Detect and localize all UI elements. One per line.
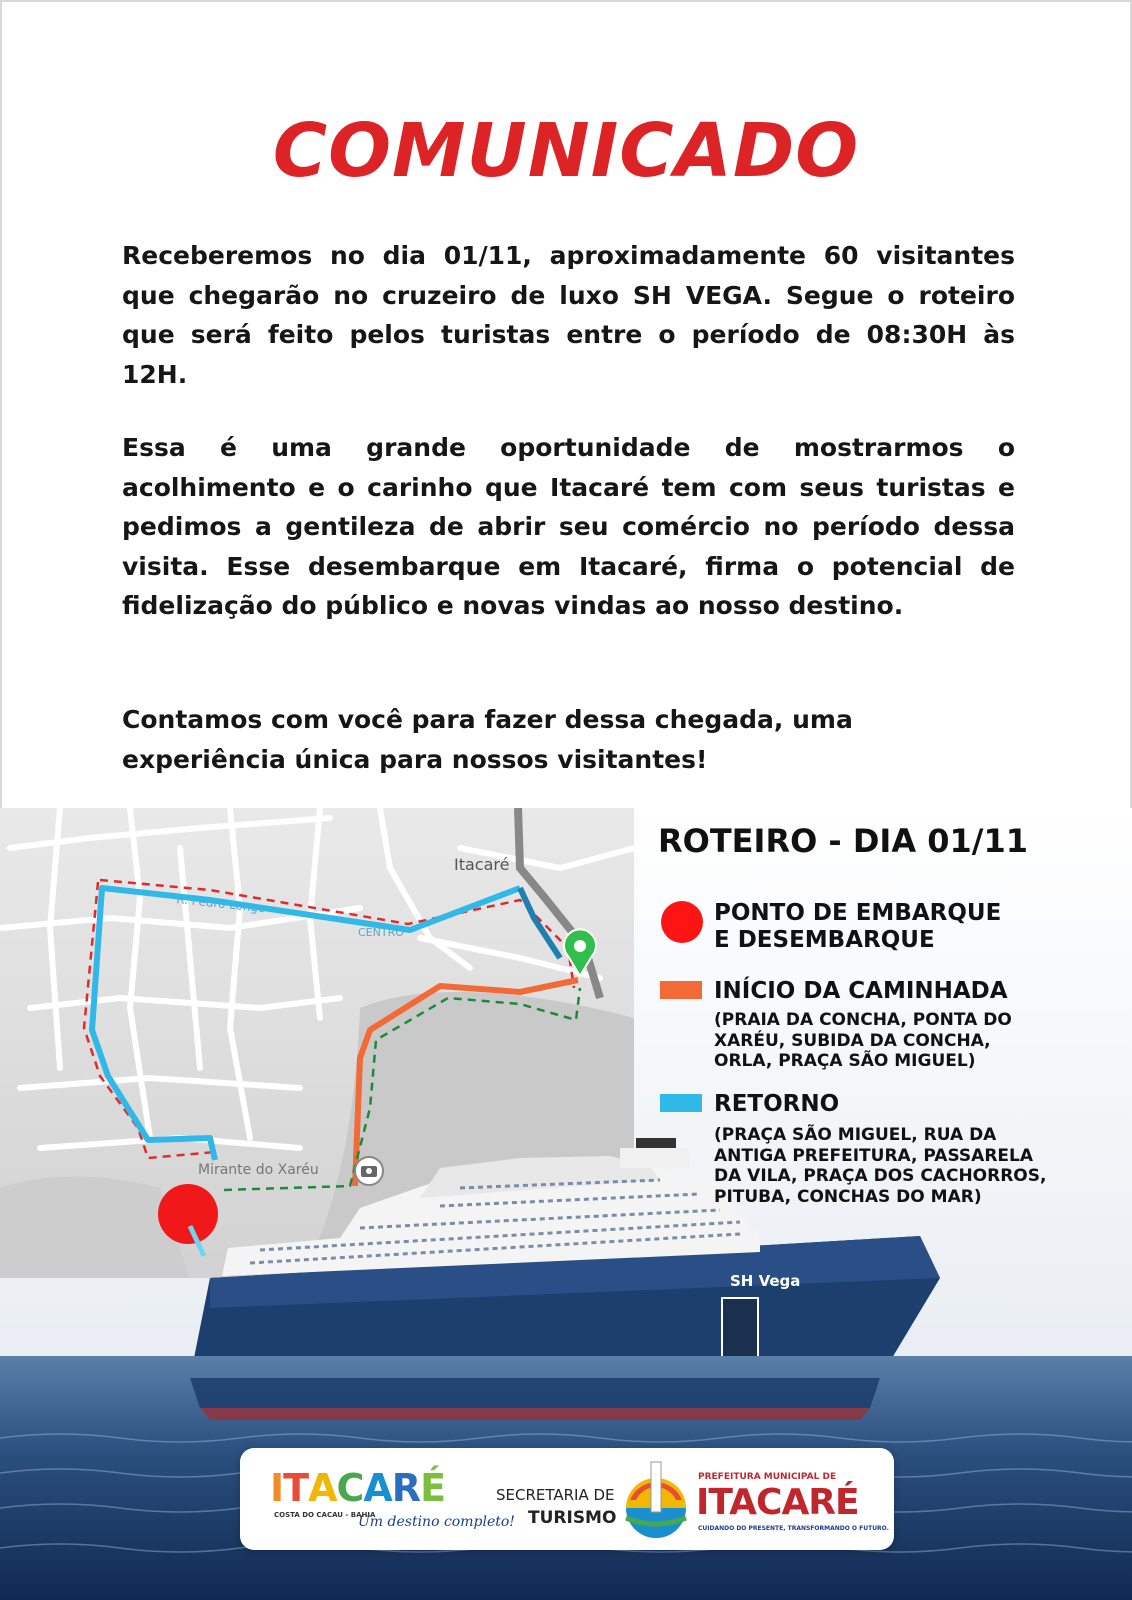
itacare-logo-subtitle: COSTA DO CACAU - BAHIA [274, 1511, 376, 1519]
logo-letter: I [270, 1466, 284, 1510]
secretaria-line-1: SECRETARIA DE [496, 1486, 615, 1504]
page-title: COMUNICADO [272, 108, 860, 194]
embark-dot-icon [660, 900, 704, 944]
logo-letter: A [308, 1466, 337, 1510]
return-color-swatch [660, 1094, 702, 1112]
prefeitura-name: ITACARÉ [696, 1482, 859, 1523]
legend-desc-return-4: PITUBA, CONCHAS DO MAR) [714, 1186, 982, 1207]
district-label: CENTRO [358, 926, 404, 939]
legend-desc-walk-2: XARÉU, SUBIDA DA CONCHA, [714, 1030, 991, 1051]
legend-desc-return-1: (PRAÇA SÃO MIGUEL, RUA DA [714, 1125, 997, 1145]
ship-name-label: SH Vega [730, 1272, 801, 1290]
embark-point-marker [158, 1184, 218, 1244]
itacare-logo-tagline: Um destino completo! [358, 1514, 515, 1530]
closing-paragraph: Contamos com você para fazer dessa chegada, uma experiência única para nossos visitantes! [122, 705, 853, 774]
logo-letter: R [391, 1466, 421, 1510]
legend-label-embark-2: E DESEMBARQUE [714, 927, 935, 953]
intro-paragraph: Receberemos no dia 01/11, aproximadamente 60 visitantes que chegarão no cruzeiro de luxo SH VEGA. Segue o roteiro que será feito pelos turistas entre o período de 08:30H às 12H. [122, 241, 1015, 389]
legend-desc-return-2: ANTIGA PREFEITURA, PASSARELA [714, 1145, 1034, 1166]
legend-desc-walk-3: ORLA, PRAÇA SÃO MIGUEL) [714, 1051, 976, 1071]
prefeitura-line-2: CUIDANDO DO PRESENTE, TRANSFORMANDO O FUTURO. [698, 1525, 889, 1532]
legend-label-return: RETORNO [714, 1091, 840, 1117]
street-label: R. Pedro Longo [175, 892, 267, 916]
prefeitura-line-1: PREFEITURA MUNICIPAL DE [698, 1472, 837, 1482]
secretaria-line-2: TURISMO [528, 1508, 617, 1528]
logo-letter: T [283, 1466, 309, 1510]
opportunity-paragraph: Essa é uma grande oportunidade de mostrarmos o acolhimento e o carinho que Itacaré tem com seus turistas e pedimos a gentileza de abrir seu comércio no período dessa visita. Esse desembarque em Itacaré, firma o potencial de fidelização do público e novas vindas ao nosso destino. [122, 433, 1015, 620]
prefeitura-emblem-icon [624, 1458, 688, 1542]
town-label: Itacaré [454, 855, 510, 874]
itacare-logo [270, 1468, 445, 1508]
logo-letter: É [420, 1466, 446, 1510]
logo-letter: A [363, 1466, 392, 1510]
legend-label-embark-1: PONTO DE EMBARQUE [714, 900, 1002, 926]
viewpoint-label: Mirante do Xaréu [198, 1162, 319, 1178]
legend-desc-return-3: DA VILA, PRAÇA DOS CACHORROS, [714, 1166, 1047, 1186]
footer-logo-panel [240, 1448, 894, 1550]
legend-label-walk: INÍCIO DA CAMINHADA [714, 978, 1008, 1004]
walk-color-swatch [660, 981, 702, 999]
legend-title: ROTEIRO - DIA 01/11 [658, 822, 1028, 860]
legend-desc-walk-1: (PRAIA DA CONCHA, PONTA DO [714, 1010, 1012, 1030]
logo-letter: C [336, 1466, 364, 1510]
camera-icon [355, 1157, 383, 1185]
